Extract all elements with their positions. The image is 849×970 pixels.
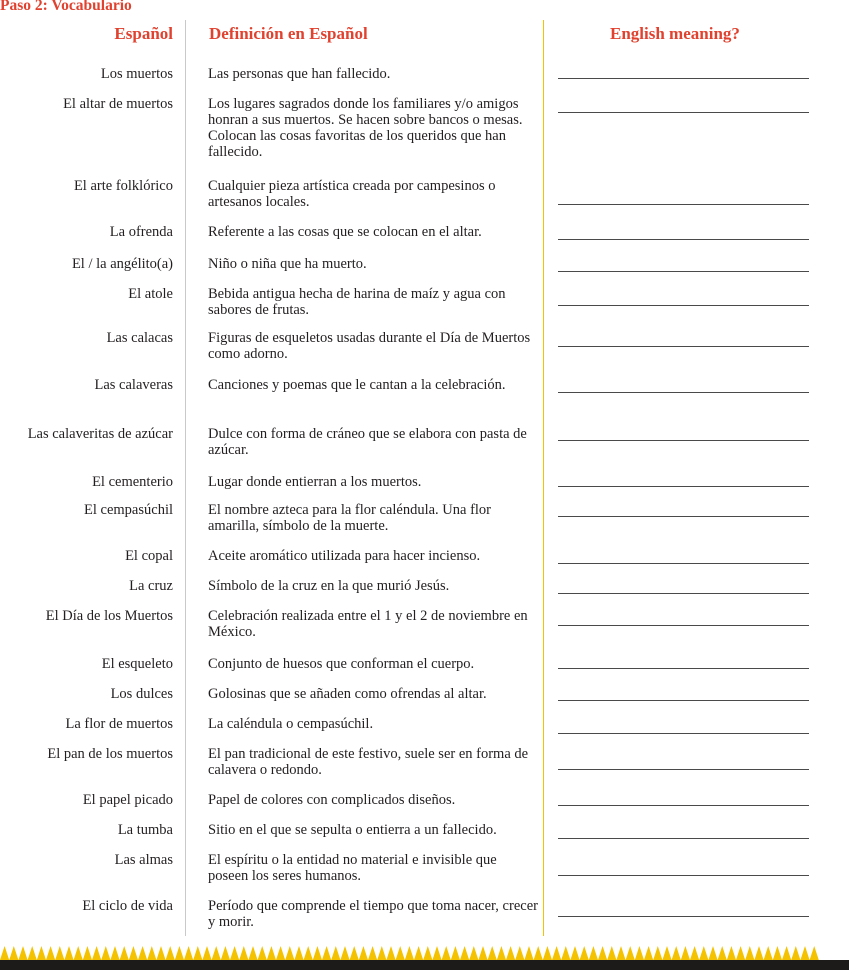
vocab-term: Los muertos	[100, 66, 173, 82]
english-answer-line[interactable]	[558, 700, 809, 701]
vocab-definition: Golosinas que se añaden como ofrendas al altar.	[208, 686, 487, 702]
vocab-term: El cempasúchil	[84, 502, 173, 518]
vocab-definition: La caléndula o cempasúchil.	[208, 716, 374, 732]
vocab-definition: Cualquier pieza artística creada por campesinos o artesanos locales.	[208, 178, 496, 210]
section-title: Paso 2: Vocabulario	[0, 0, 132, 14]
vocab-definition: Sitio en el que se sepulta o entierra a un fallecido.	[208, 822, 497, 838]
english-answer-line[interactable]	[558, 769, 809, 770]
english-answer-line[interactable]	[558, 239, 809, 240]
vocab-definition: Conjunto de huesos que conforman el cuerpo.	[208, 656, 475, 672]
vocab-term: Las calaveritas de azúcar	[27, 426, 173, 442]
english-answer-line[interactable]	[558, 733, 809, 734]
vocab-term: El copal	[125, 548, 173, 564]
vocab-term: El pan de los muertos	[47, 746, 173, 762]
header-english: English meaning?	[610, 24, 740, 43]
header-spanish: Español	[114, 24, 173, 43]
vocab-definition: Niño o niña que ha muerto.	[208, 256, 367, 272]
vocab-term: Las almas	[114, 852, 173, 868]
vocab-definition: Celebración realizada entre el 1 y el 2 de noviembre en México.	[208, 608, 528, 640]
english-answer-line[interactable]	[558, 838, 809, 839]
vocab-term: La flor de muertos	[65, 716, 173, 732]
vocab-term: El atole	[128, 286, 173, 302]
vocab-term: La cruz	[129, 578, 173, 594]
vocab-definition: El espíritu o la entidad no material e invisible que poseen los seres humanos.	[208, 852, 497, 884]
english-answer-line[interactable]	[558, 78, 809, 79]
vocab-definition: Canciones y poemas que le cantan a la celebración.	[208, 377, 506, 393]
vocab-term: El cementerio	[92, 474, 173, 490]
vocab-term: La tumba	[117, 822, 173, 838]
english-answer-line[interactable]	[558, 916, 809, 917]
vocab-definition: Figuras de esqueletos usadas durante el Día de Muertos como adorno.	[208, 330, 531, 362]
vocab-term: El altar de muertos	[63, 96, 173, 112]
column-divider	[185, 20, 186, 936]
english-answer-line[interactable]	[558, 112, 809, 113]
english-answer-line[interactable]	[558, 805, 809, 806]
vocab-definition: Dulce con forma de cráneo que se elabora con pasta de azúcar.	[208, 426, 527, 458]
bottom-photo-strip	[0, 960, 849, 970]
english-answer-line[interactable]	[558, 392, 809, 393]
vocab-definition: Aceite aromático utilizada para hacer incienso.	[208, 548, 481, 564]
vocab-term: El ciclo de vida	[82, 898, 173, 914]
vocab-term: Las calaveras	[94, 377, 173, 393]
vocab-definition: El pan tradicional de este festivo, suele ser en forma de calavera o redondo.	[208, 746, 529, 778]
vocab-term: El / la angélito(a)	[71, 256, 173, 272]
english-answer-line[interactable]	[558, 563, 809, 564]
english-answer-line[interactable]	[558, 593, 809, 594]
vocab-definition: Las personas que han fallecido.	[208, 66, 391, 82]
english-answer-line[interactable]	[558, 346, 809, 347]
vocab-term: Los dulces	[110, 686, 173, 702]
vocab-definition: Lugar donde entierran a los muertos.	[208, 474, 422, 490]
vocab-definition: Período que comprende el tiempo que toma nacer, crecer y morir.	[208, 898, 538, 930]
english-answer-line[interactable]	[558, 271, 809, 272]
vocab-definition: Los lugares sagrados donde los familiares y/o amigos honran a sus muertos. Se hacen sobre bancos o mesas. Colocan las cosas favoritas de los queridos que han fallecido.	[208, 96, 523, 160]
zigzag-border	[0, 943, 849, 960]
english-answer-line[interactable]	[558, 486, 809, 487]
vocab-term: El Día de los Muertos	[45, 608, 173, 624]
header-definition: Definición en Español	[209, 24, 368, 43]
vocab-term: El arte folklórico	[73, 178, 173, 194]
english-answer-line[interactable]	[558, 516, 809, 517]
vocab-definition: Símbolo de la cruz en la que murió Jesús.	[208, 578, 450, 594]
vocab-definition: Papel de colores con complicados diseños.	[208, 792, 456, 808]
english-answer-line[interactable]	[558, 440, 809, 441]
english-answer-line[interactable]	[558, 625, 809, 626]
english-answer-line[interactable]	[558, 668, 809, 669]
vocab-term: La ofrenda	[109, 224, 173, 240]
english-answer-line[interactable]	[558, 204, 809, 205]
vocab-term: El papel picado	[82, 792, 173, 808]
column-divider-yellow	[543, 20, 544, 936]
vocab-definition: Bebida antigua hecha de harina de maíz y agua con sabores de frutas.	[208, 286, 506, 318]
vocab-term: El esqueleto	[101, 656, 173, 672]
vocab-term: Las calacas	[106, 330, 173, 346]
vocab-definition: Referente a las cosas que se colocan en el altar.	[208, 224, 482, 240]
english-answer-line[interactable]	[558, 875, 809, 876]
english-answer-line[interactable]	[558, 305, 809, 306]
vocab-definition: El nombre azteca para la flor caléndula. Una flor amarilla, símbolo de la muerte.	[208, 502, 492, 534]
